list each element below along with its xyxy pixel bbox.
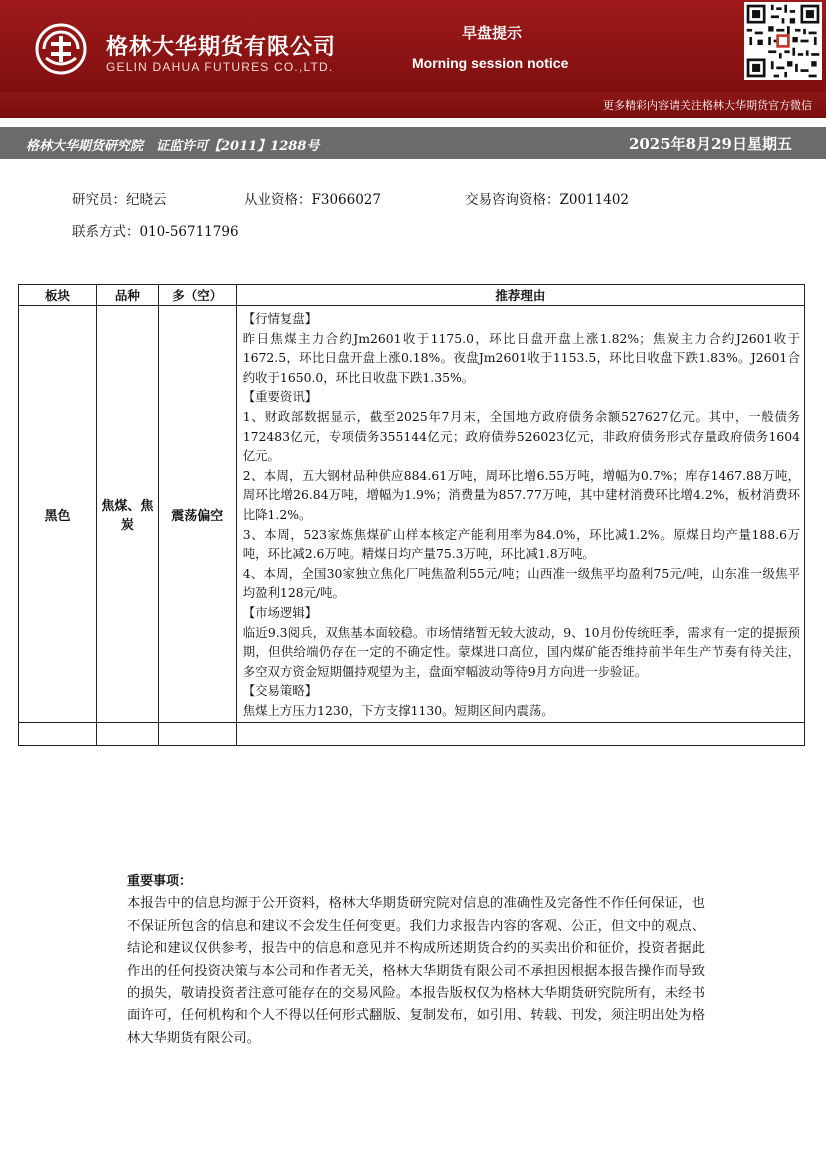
analyst-line	[72, 188, 629, 208]
disclaimer-body: 本报告中的信息均源于公开资料，格林大华期货研究院对信息的准确性及完备性不作任何保证，也不保证所包含的信息和建议不会发生任何变更。我们力求报告内容的客观、公正，但文中的观点、结论和建议仅供参考，报告中的信息和意见并不构成所述期货合约的买卖出价和征价，投资者据此作出的任何投资决策与本公司和作者无关，格林大华期货有限公司不承担因根据本报告操作而导致的损失，敬请投资者注意可能存在的交易风险。本报告版权仅为格林大华期货研究院所有，未经书面许可，任何机构和个人不得以任何形式翻版、复制发布，如引用、转载、刊发，须注明出处为格林大华期货有限公司。	[127, 896, 705, 1046]
report-date: 2025年8月29日星期五	[628, 135, 792, 153]
news-item-3: 3、本周，523家炼焦煤矿山样本核定产能利用率为84.0%，环比减1.2%。原煤日均产量188.6万吨，环比减2.6万吨。精煤日均产量75.3万吨，环比减1.8万吨。	[242, 526, 800, 562]
news-item-4: 4、本周，全国30家独立焦化厂吨焦盈利55元/吨；山西准一级焦平均盈利75元/吨，山东准一级焦平均盈利128元/吨。	[242, 565, 800, 601]
empty-cell	[96, 723, 158, 746]
wechat-follow-note: 更多精彩内容请关注格林大华期货官方微信	[603, 99, 812, 112]
contact: 联系方式：010-56711796	[72, 224, 239, 240]
report-title-en: Morning session notice	[412, 55, 569, 71]
sector-cell: 黑色	[19, 306, 97, 723]
header-product: 品种	[96, 285, 158, 306]
table-row	[19, 306, 805, 723]
strategy-paragraph: 焦煤上方压力1230，下方支撑1130。短期区间内震荡。	[242, 702, 554, 718]
section-heading-strategy: 【交易策略】	[242, 683, 318, 699]
disclaimer-heading: 重要事项：	[127, 874, 193, 889]
review-paragraph: 昨日焦煤主力合约Jm2601收于1175.0，环比日盘开盘上涨1.82%；焦炭主力合约J2601收于1672.5，环比日盘开盘上涨0.18%。夜盘Jm2601收于1153.5，环比日收盘下跌1.83%。J2601合约收于1650.0，环比日收盘下跌1.35%。	[242, 330, 800, 385]
empty-table-row	[19, 723, 805, 746]
product-cell: 焦煤、焦炭	[96, 306, 158, 723]
company-logo-icon	[34, 22, 88, 76]
institute-license: 格林大华期货研究院 证监许可【2011】1288号	[26, 139, 320, 154]
recommendation-table	[18, 284, 805, 746]
direction-cell: 震荡偏空	[158, 306, 236, 723]
qr-code-icon	[744, 2, 822, 80]
header-reason: 推荐理由	[236, 285, 804, 306]
header-sector: 板块	[19, 285, 97, 306]
company-name-cn: 格林大华期货有限公司	[106, 35, 337, 60]
news-item-2: 2、本周，五大钢材品种供应884.61万吨，周环比增6.55万吨，增幅为0.7%；库存1467.88万吨，周环比增26.84万吨，增幅为1.9%；消费量为857.77万吨，其中建材消费环比增4.2%，板材消费环比降1.2%。	[242, 467, 800, 522]
section-heading-logic: 【市场逻辑】	[242, 604, 318, 620]
news-item-1: 1、财政部数据显示，截至2025年7月末，全国地方政府债务余额527627亿元。其中，一般债务172483亿元，专项债务355144亿元；政府债券526023亿元，非政府债务形式存量政府债务1604亿元。	[242, 408, 800, 464]
report-title-cn: 早盘提示	[462, 24, 523, 42]
consult-qualification: 交易咨询资格：Z0011402	[465, 192, 630, 208]
qualification: 从业资格：F3066027	[244, 192, 381, 208]
reason-cell	[236, 306, 804, 723]
section-heading-news: 【重要资讯】	[242, 389, 318, 405]
company-name-en: GELIN DAHUA FUTURES CO.,LTD.	[106, 60, 334, 74]
section-heading-review: 【行情复盘】	[242, 311, 318, 326]
empty-cell	[19, 723, 97, 746]
researcher: 研究员：纪晓云	[72, 192, 167, 208]
logic-paragraph: 临近9.3阅兵，双焦基本面较稳。市场情绪暂无较大波动，9、10月份传统旺季，需求有一定的提振预期，但供给端仍存在一定的不确定性。蒙煤进口高位，国内煤矿能否维持前半年生产节奏有待关注，多空双方资金短期僵持观望为主，盘面窄幅波动等待9月方向进一步验证。	[242, 624, 800, 679]
contact-line	[72, 220, 239, 240]
empty-cell	[236, 723, 804, 746]
disclaimer	[127, 871, 705, 1050]
empty-cell	[158, 723, 236, 746]
header-direction: 多（空）	[158, 285, 236, 306]
table-header-row	[19, 285, 805, 306]
